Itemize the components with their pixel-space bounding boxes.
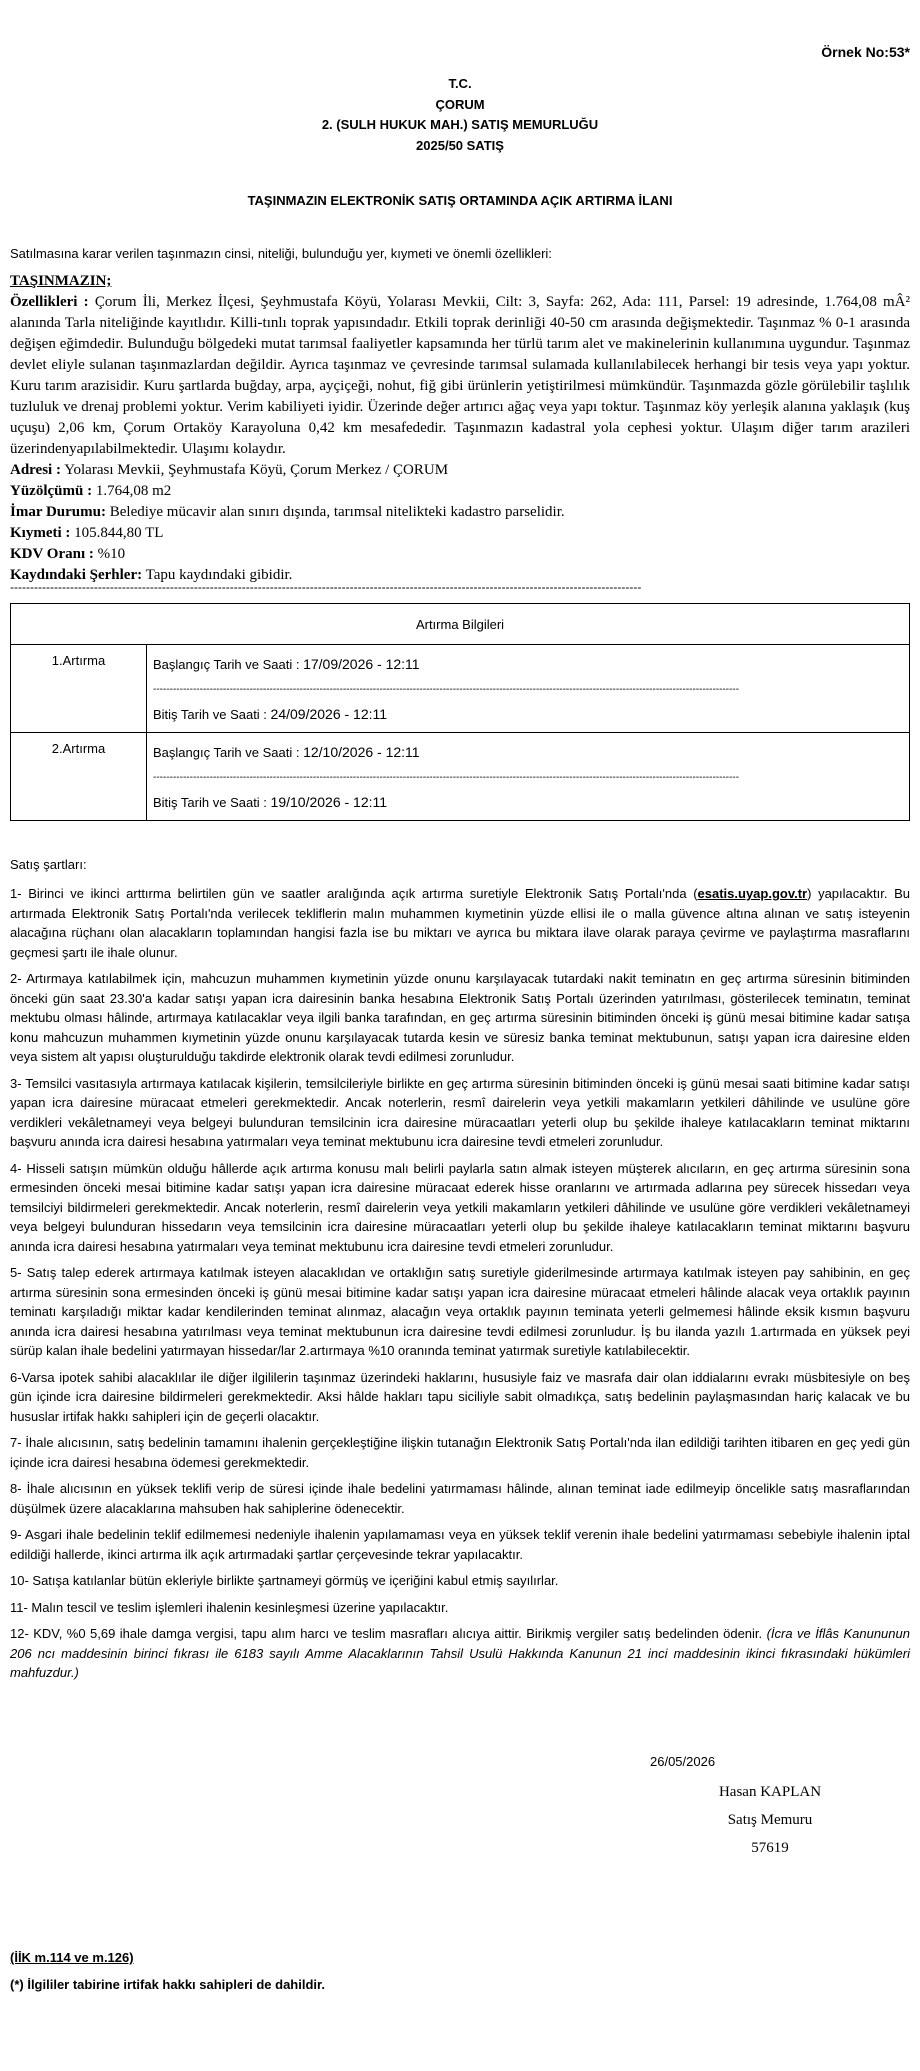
condition-1a: 1- Birinci ve ikinci arttırma belirtilen gün ve saatler aralığında açık artırma suretiyle Elektronik Satış Portalı'nda ( xyxy=(10,886,698,901)
header-line-3: 2. (SULH HUKUK MAH.) SATIŞ MEMURLUĞU xyxy=(321,117,599,132)
office-header xyxy=(10,74,910,156)
property-section xyxy=(10,271,910,586)
vat-label: KDV Oranı : xyxy=(10,546,94,562)
condition-item: 8- İhale alıcısının en yüksek teklifi verip de süresi içinde ihale bedelini yatırmaması hâlinde, alınan teminat iade edilmeyip öncelikle satış masraflarından düşülmek üzere alacaklarına mahsuben hak sahiplerine ödenecektir. xyxy=(10,1481,910,1516)
auction-row xyxy=(11,733,910,821)
condition-item: 11- Malın tescil ve teslim işlemleri ihalenin kesinleşmesi üzerine yapılacaktır. xyxy=(10,1599,449,1615)
signer-title: Satış Memuru xyxy=(727,1812,813,1828)
features-label: Özellikleri : xyxy=(10,294,89,310)
auction-separator: -------------------------------------------------------------------------------------------------------------------------------------------------------------------------------- xyxy=(153,772,740,783)
value-label: Kıymeti : xyxy=(10,525,71,541)
auction-dates xyxy=(147,733,910,821)
signer-number: 57619 xyxy=(751,1840,789,1856)
auction-label: 1.Artırma xyxy=(11,645,147,733)
condition-item: 10- Satışa katılanlar bütün ekleriyle birlikte şartnameyi görmüş ve içeriğini kabul etmiş sayılırlar. xyxy=(10,1573,559,1588)
property-zoning xyxy=(10,502,910,523)
auction-table xyxy=(10,603,910,821)
condition-item: 2- Artırmaya katılabilmek için, mahcuzun muhammen kıymetinin yüzde onunu karşılayacak tutardaki nakit teminatın en geç artırma süresinin bitiminden önceki gün saat 23.30'a kadar satışı yapan icra dairesinin banka hesabına Elektronik Satış Portalı üzerinden yatırılması, gösterilecek teminatın, teminat mektubu olması hâlinde, artırmaya katılacaklar veya ilgili banka tarafından, en geç artırma süresinin bitiminden önceki iş günü mesai bitimine kadar satışa konu mahcuzun muhammen kıymetinin yüzde onunu karşılayacak tutarda kesin ve süresiz banka teminat mektubunun, satışı yapan icra dairesine elden veya sistem alt yapısı oluşturulduğu takdirde elektronik olarak tevdi edilmesi zorunludur. xyxy=(10,971,910,1064)
property-address xyxy=(10,460,910,481)
conditions-title: Satış şartları: xyxy=(10,857,87,872)
condition-item: 9- Asgari ihale bedelinin teklif edilmemesi nedeniyle ihalenin yapılamaması veya en yüksek teklif verenin ihale bedelini yatırmaması sebebiyle ihalenin iptal edildiği hallerde, ikinci artırma ilk açık artırmadaki şartlar çerçevesinde tekrar yapılacaktır. xyxy=(10,1527,910,1562)
vat-value: %10 xyxy=(97,546,126,562)
auction-end xyxy=(153,793,903,812)
end-label: Bitiş Tarih ve Saati : xyxy=(153,795,267,810)
signature-block xyxy=(660,1778,880,1862)
property-area xyxy=(10,481,910,502)
auction-end xyxy=(153,705,903,724)
value-amount: 105.844,80 TL xyxy=(74,525,164,541)
zoning-label: İmar Durumu: xyxy=(10,504,106,520)
asterisk-footnote: (*) İlgililer tabirine irtifak hakkı sahipleri de dahildir. xyxy=(10,1977,325,1992)
end-value: 24/09/2026 - 12:11 xyxy=(270,706,388,722)
condition-item: 6-Varsa ipotek sahibi alacaklılar ile diğer ilgililerin taşınmaz üzerindeki haklarını, hususiyle faiz ve masrafa dair olan iddialarını evrakı müsbitesiyle on beş gün içinde icra dairesine bildirmeleri gerekmektedir. Aksi hâlde hakları tapu siciliyle sabit olmadıkça, satış bedelinin paylaşmasından hariç kalacak ve bu hususlar irtifak hakkı sahipleri için de geçerli olacaktır. xyxy=(10,1369,910,1424)
auction-start xyxy=(153,655,903,674)
auction-dates xyxy=(147,645,910,733)
header-line-2: ÇORUM xyxy=(435,96,485,112)
intro-text: Satılmasına karar verilen taşınmazın cinsi, niteliği, bulunduğu yer, kıymeti ve önemli özellikleri: xyxy=(10,246,552,261)
zoning-value: Belediye mücavir alan sınırı dışında, tarımsal nitelikteki kadastro parselidir. xyxy=(109,504,565,520)
area-label: Yüzölçümü : xyxy=(10,483,93,499)
start-label: Başlangıç Tarih ve Saati : xyxy=(153,745,300,760)
conditions-list xyxy=(10,884,910,1690)
auction-start xyxy=(153,743,903,762)
auction-separator: -------------------------------------------------------------------------------------------------------------------------------------------------------------------------------- xyxy=(153,684,740,695)
condition-item xyxy=(10,884,910,962)
end-label: Bitiş Tarih ve Saati : xyxy=(153,707,267,722)
ornek-number: Örnek No:53* xyxy=(821,44,910,60)
annotations-label: Kaydındaki Şerhler: xyxy=(10,567,143,583)
esatis-link[interactable]: esatis.uyap.gov.tr xyxy=(697,886,808,901)
condition-item: 3- Temsilci vasıtasıyla artırmaya katılacak kişilerin, temsilcileriyle birlikte en geç artırma süresinin bitiminden önceki iş günü mesai saati bitimine kadar satışı yapan icra dairesine müracaat etmeleri gerekmektedir. Ancak noterlerin, resmî dairelerin veya yetkili makamların yetkileri dâhilinde ve usulüne göre verdikleri vekâletnameyi veya belgeyi bulunduran temsilcinin icra dairesine müracaatları yeterli olup bu şekilde ihaleye katılacakların teminat miktarını başvuru anında icra dairesi hesabına yatırmaları veya teminat mektubunu icra dairesine tevdi etmeleri zorunludur. xyxy=(10,1075,910,1149)
address-label: Adresi : xyxy=(10,462,61,478)
condition-12-legal-note: (İcra ve İflâs Kanununun 206 ncı maddesinin birinci fıkrası ile 6183 sayılı Amme Alacaklarının Tahsil Usulü Hakkında Kanunun 21 inci maddesinin ikinci fıkrasındaki hükümleri mahfuzdur.) xyxy=(10,1626,910,1680)
area-value: 1.764,08 m2 xyxy=(95,483,172,499)
features-text: Çorum İli, Merkez İlçesi, Şeyhmustafa Köyü, Yolarası Mevkii, Cilt: 3, Sayfa: 262, Ada: 111, Parsel: 19 adresinde, 1.764,08 mÂ² alanında Tarla niteliğinde kayıtlıdır. Killi-tınlı toprak yapısındadır. Etkili toprak derinliği 40-50 cm arasında değişmektedir. Taşınmaz % 0-1 arasında değişen eğimdedir. Bulunduğu bölgedeki mutat tarımsal faaliyetler kapsamında her türlü tarım alet ve makinelerinin kullanımına uygundur. Taşınmaz devlet eliyle sulanan taşınmazlardan değildir. Ayrıca taşınmaz ve çevresinde tarımsal sulamada kullanılabilecek herhangi bir tesis veya yapı yoktur. Kuru tarım arazisidir. Kuru şartlarda buğday, arpa, ayçiçeği, nohut, fiğ gibi ürünlerin yetiştirilmesi mümkündür. Taşınmazda gözle görülebilir taşlılık tuzluluk ve drenaj problemi yoktur. Verim kabiliyeti iyidir. Üzerinde değer artırıcı ağaç veya yapı toktur. Taşınmaz köy yerleşik alanına yaklaşık (kuş uçuşu) 2,06 km, Çorum Ortaköy Karayoluna 0,42 km mesafededir. Taşınmazın kadastral yola cephesi yoktur. Ulaşım diğer tarım arazileri üzerindenyapılabilmektedir. Ulaşımı kolaydır. xyxy=(10,294,911,457)
auction-row xyxy=(11,645,910,733)
start-label: Başlangıç Tarih ve Saati : xyxy=(153,657,300,672)
legal-reference-footnote: (İİK m.114 ve m.126) xyxy=(10,1950,134,1965)
annotations-value: Tapu kaydındaki gibidir. xyxy=(145,567,293,583)
end-value: 19/10/2026 - 12:11 xyxy=(270,794,388,810)
start-value: 12/10/2026 - 12:11 xyxy=(303,744,420,760)
condition-item xyxy=(10,1624,910,1683)
auction-table-heading: Artırma Bilgileri xyxy=(11,604,910,645)
auction-label: 2.Artırma xyxy=(11,733,147,821)
condition-item: 4- Hisseli satışın mümkün olduğu hâllerde açık artırma konusu malı belirli paylarla satın almak isteyen müşterek alıcıların, en geç artırma süresinin sona ermesinden önceki mesai bitimine kadar satışı yapan icra dairesine müracaat ederek hisse oranlarını ve artırmada adlarına pey sürecek hissedarı veya temsilciyi bildirmeleri gerekmektedir. Ancak noterlerin, resmî dairelerin veya yetkili makamların yetkileri dâhilinde ve usulüne göre verdikleri vekâletnameyi veya belgeyi bulunduran hissedarın veya temsilcinin icra dairesine müracaatları yeterli olup bu şekilde ihaleye katılacakların teminat miktarını başvuru anında icra dairesi hesabına yatırmaları veya teminat mektubunu icra dairesine tevdi etmeleri zorunludur. xyxy=(10,1160,910,1254)
announcement-title: TAŞINMAZIN ELEKTRONİK SATIŞ ORTAMINDA AÇIK ARTIRMA İLANI xyxy=(247,193,673,208)
property-value xyxy=(10,523,910,544)
property-features xyxy=(10,292,910,460)
condition-item: 5- Satış talep ederek artırmaya katılmak isteyen alacaklıdan ve ortaklığın satış suretiyle giderilmesinde artırmaya katılmak isteyen pay sahibinin, en geç artırma süresinin sona ermesinden önceki iş günü mesai bitimine kadar satışı yapan icra dairesine müracaat etmeleri hâlinde alacak veya ortaklık payının teminatı karşıladığı miktar kadar kendilerinden teminat alınmaz, alacağın veya ortaklık payının teminata yeterli gelmemesi hâlinde eksik kısmın başvuru anında icra dairesi hesabına yatırılması veya teminat mektubunun icra dairesine tevdi edilmesi zorunludur. İş bu ilanda yazılı 1.artırmada en yüksek peyi sürüp kalan ihale bedelini yatırmayan hissedar/lar 2.artırmaya %10 oranında teminat yatırmak suretiyle katılabilecektir. xyxy=(10,1265,910,1358)
start-value: 17/09/2026 - 12:11 xyxy=(303,656,420,672)
address-value: Yolarası Mevkii, Şeyhmustafa Köyü, Çorum Merkez / ÇORUM xyxy=(64,462,449,478)
signer-name: Hasan KAPLAN xyxy=(718,1784,822,1800)
condition-item: 7- İhale alıcısının, satış bedelinin tamamını ihalenin gerçekleştiğine ilişkin tutanağın Elektronik Satış Portalı'nda ilan edildiği tarihten itibaren en geç yedi gün içinde icra dairesi hesabına ödemesi gerekmektedir. xyxy=(10,1435,910,1470)
document-date: 26/05/2026 xyxy=(650,1754,716,1769)
header-line-1: T.C. xyxy=(448,76,472,91)
property-vat xyxy=(10,544,910,565)
condition-12a: 12- KDV, %0 5,69 ihale damga vergisi, tapu alım harcı ve teslim masrafları alıcıya aittir. Birikmiş vergiler satış bedelinden ödenir. xyxy=(10,1626,763,1641)
condition-1b: ) yapılacaktır. Bu artırmada Elektronik Satış Portalı'nda verilecek tekliflerin malın muhammen kıymetinin yüzde ellisi ile o malla güvence altına alınan ve satış isteyenin alacağına rüçhanı olan alacakların toplamından hangisi fazla ise bu miktarı ve ayrıca bu miktara ilave olarak paraya çevirme ve paylaştırma masraflarını geçmesi şartı ile ihale olunur. xyxy=(10,886,910,960)
property-heading: TAŞINMAZIN; xyxy=(10,273,112,289)
dashed-divider: -------------------------------------------------------------------------------------------------------------------------------------------------------------- xyxy=(10,580,642,594)
header-line-4: 2025/50 SATIŞ xyxy=(416,137,504,153)
